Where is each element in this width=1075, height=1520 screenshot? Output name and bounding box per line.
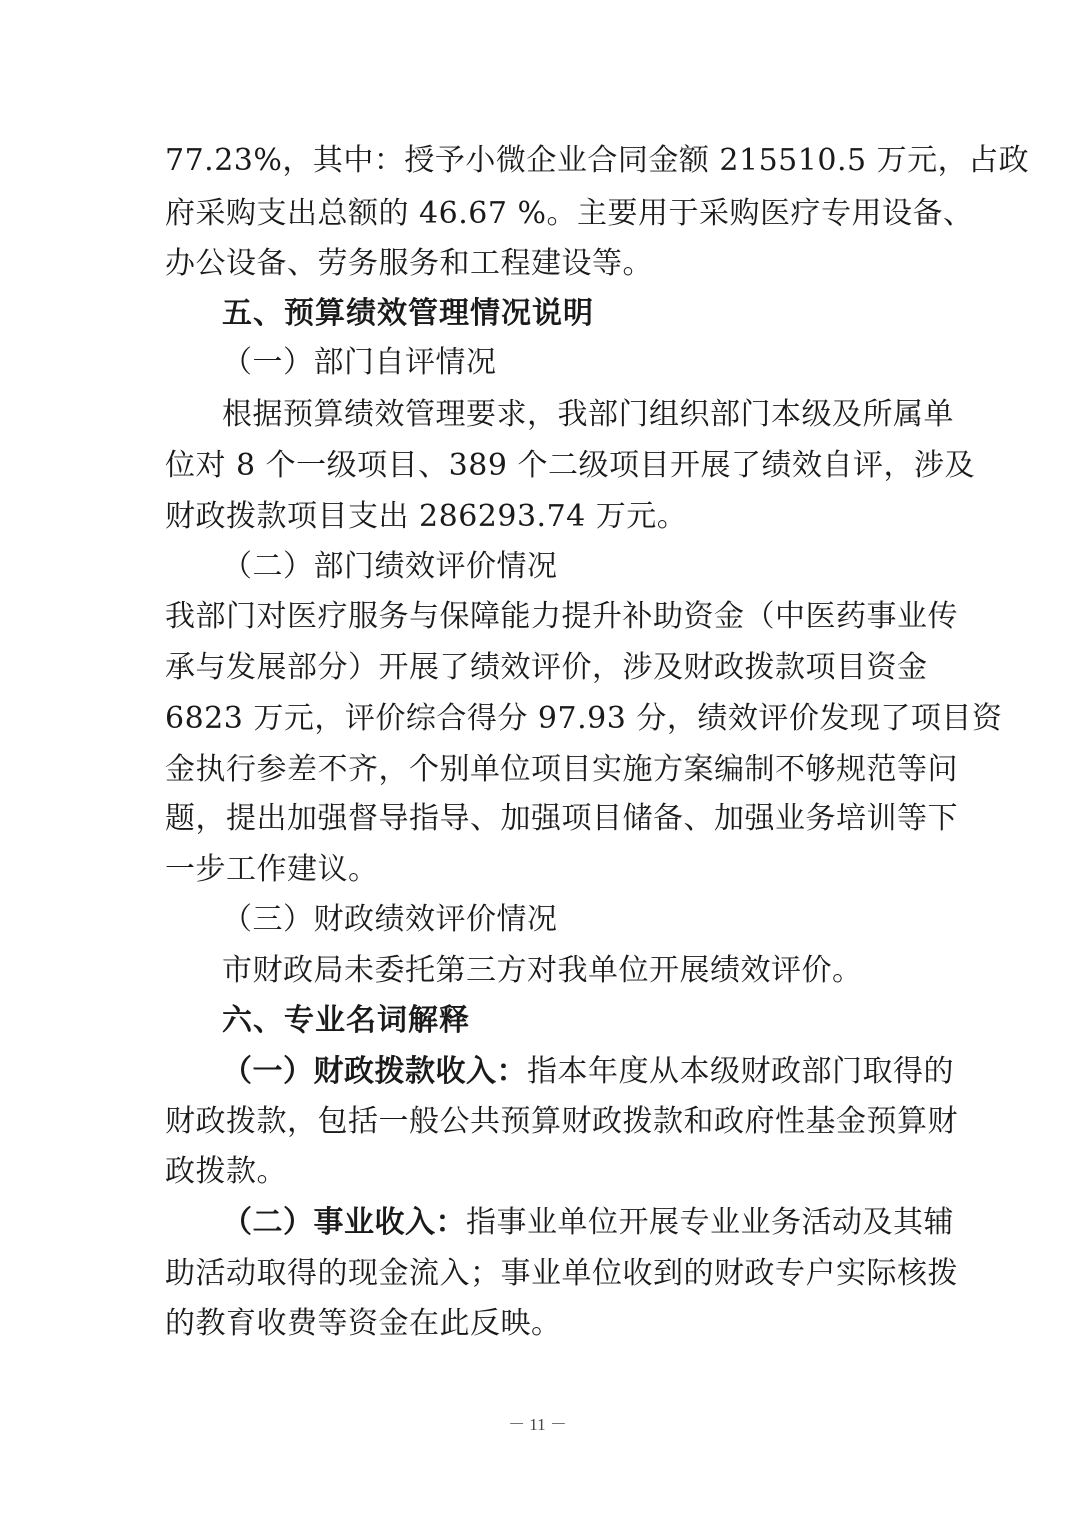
body-text-line: 财政拨款项目支出 286293.74 万元。 bbox=[165, 499, 688, 534]
subsection-heading: （二）部门绩效评价情况 bbox=[222, 549, 558, 584]
term-text: 指本年度从本级财政部门取得的 bbox=[527, 1054, 954, 1089]
body-text-line: 府采购支出总额的 46.67 %。主要用于采购医疗专用设备、 bbox=[165, 196, 974, 231]
body-text-line: 办公设备、劳务服务和工程建设等。 bbox=[165, 246, 653, 281]
body-text-line: 的教育收费等资金在此反映。 bbox=[165, 1306, 562, 1341]
body-text-line: 市财政局未委托第三方对我单位开展绩效评价。 bbox=[222, 953, 863, 988]
body-text-line: 77.23%，其中：授予小微企业合同金额 215510.5 万元，占政 bbox=[165, 143, 1030, 178]
body-text-line: 助活动取得的现金流入；事业单位收到的财政专户实际核拨 bbox=[165, 1256, 958, 1291]
subsection-heading: （一）部门自评情况 bbox=[222, 345, 497, 380]
body-text-line: 题，提出加强督导指导、加强项目储备、加强业务培训等下 bbox=[165, 801, 958, 836]
subsection-heading: （三）财政绩效评价情况 bbox=[222, 902, 558, 937]
body-text-line: 承与发展部分）开展了绩效评价，涉及财政拨款项目资金 bbox=[165, 650, 928, 685]
body-text-line: 根据预算绩效管理要求，我部门组织部门本级及所属单 bbox=[222, 397, 954, 432]
body-text-line: 位对 8 个一级项目、389 个二级项目开展了绩效自评，涉及 bbox=[165, 448, 975, 483]
body-text-line: 一步工作建议。 bbox=[165, 852, 379, 887]
body-text-line: 6823 万元，评价综合得分 97.93 分，绩效评价发现了项目资 bbox=[165, 701, 1003, 736]
term-label: （一）财政拨款收入： bbox=[222, 1054, 527, 1089]
term-text: 指事业单位开展专业业务活动及其辅 bbox=[466, 1205, 954, 1240]
page-number: － 11 － bbox=[508, 1415, 567, 1434]
body-text-line: 财政拨款，包括一般公共预算财政拨款和政府性基金预算财 bbox=[165, 1104, 958, 1139]
body-text-line: 金执行参差不齐，个别单位项目实施方案编制不够规范等问 bbox=[165, 752, 958, 787]
body-text-line: 政拨款。 bbox=[165, 1154, 287, 1189]
term-label: （二）事业收入： bbox=[222, 1205, 466, 1240]
section-heading-6: 六、专业名词解释 bbox=[222, 1003, 470, 1038]
body-text-line: 我部门对医疗服务与保障能力提升补助资金（中医药事业传 bbox=[165, 599, 958, 634]
term-definition-line bbox=[222, 1054, 954, 1090]
section-heading-5: 五、预算绩效管理情况说明 bbox=[222, 296, 594, 331]
term-definition-line bbox=[222, 1205, 954, 1241]
